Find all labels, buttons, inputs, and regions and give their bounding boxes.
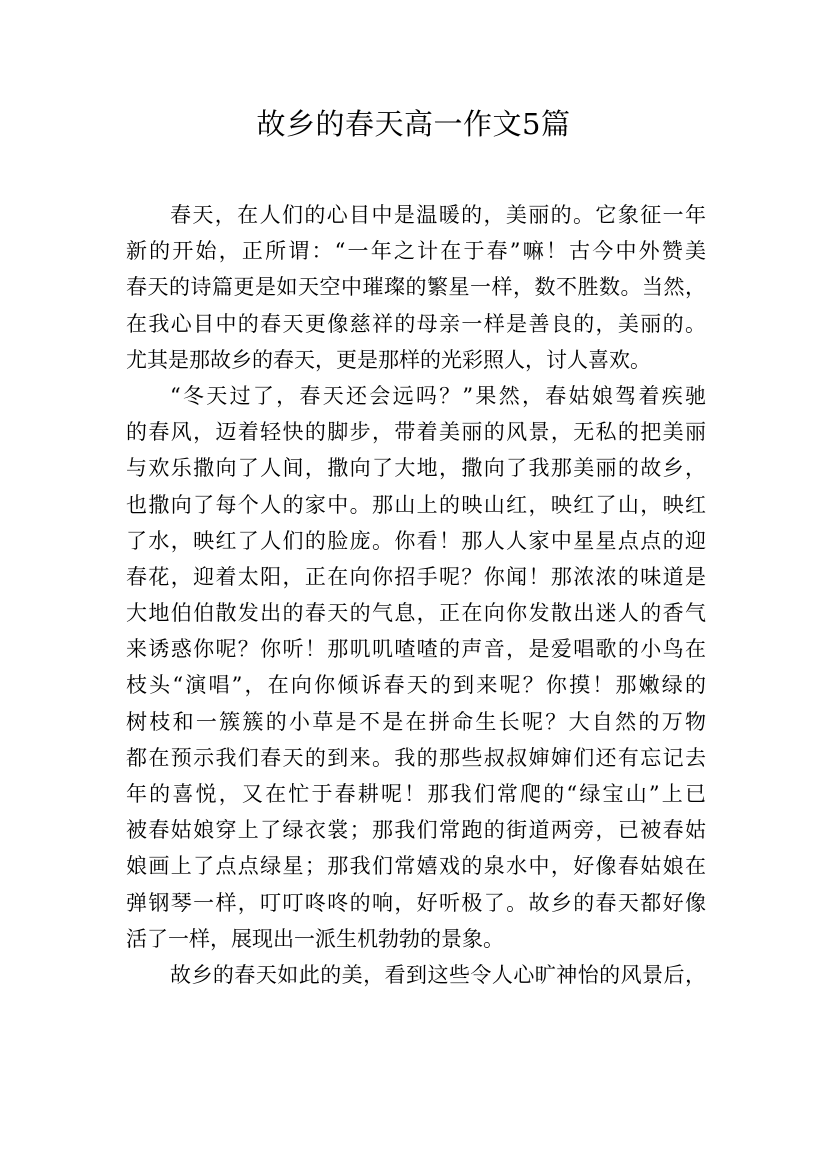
- paragraph-line: 与欢乐撒向了人间，撒向了大地，撒向了我那美丽的故乡，: [126, 456, 706, 481]
- paragraph-line: 被春姑娘穿上了绿衣裳；那我们常跑的街道两旁，已被春姑: [126, 818, 706, 843]
- paragraph-line: 也撒向了每个人的家中。那山上的映山红，映红了山，映红: [126, 492, 706, 517]
- paragraph-line: 大地伯伯散发出的春天的气息，正在向你发散出迷人的香气: [126, 601, 706, 626]
- paragraph-line: 活了一样，展现出一派生机勃勃的景象。: [126, 926, 504, 951]
- paragraph-line: 娘画上了点点绿星；那我们常嬉戏的泉水中，好像春姑娘在: [126, 854, 706, 879]
- paragraph-line: 春天，在人们的心目中是温暖的，美丽的。它象征一年: [170, 203, 706, 227]
- paragraph: [126, 378, 706, 957]
- paragraph-line: 新的开始，正所谓：“一年之计在于春”嘛！古今中外赞美: [126, 239, 706, 264]
- document-title: 故乡的春天高一作文5篇: [256, 107, 571, 141]
- paragraph-line: “冬天过了，春天还会远吗？”果然，春姑娘驾着疾驰: [170, 383, 706, 408]
- paragraph-line: 枝头“演唱”，在向你倾诉春天的到来呢？你摸！那嫩绿的: [126, 673, 706, 698]
- paragraph-line: 树枝和一簇簇的小草是不是在拼命生长呢？大自然的万物: [126, 709, 706, 734]
- paragraph-line: 都在预示我们春天的到来。我的那些叔叔婶婶们还有忘记去: [126, 745, 706, 770]
- paragraph-line: 春花，迎着太阳，正在向你招手呢？你闻！那浓浓的味道是: [126, 564, 706, 589]
- paragraph-line: 春天的诗篇更是如天空中璀璨的繁星一样，数不胜数。当然，: [126, 275, 706, 300]
- paragraph: [126, 957, 706, 993]
- document-body: [126, 197, 706, 993]
- paragraph-line: 年的喜悦，又在忙于春耕呢！那我们常爬的“绿宝山”上已: [126, 782, 706, 806]
- paragraph-line: 了水，映红了人们的脸庞。你看！那人人家中星星点点的迎: [126, 528, 706, 553]
- paragraph-line: 故乡的春天如此的美，看到这些令人心旷神怡的风景后，: [170, 962, 706, 987]
- paragraph-line: 弹钢琴一样，叮叮咚咚的响，好听极了。故乡的春天都好像: [126, 890, 706, 915]
- paragraph-line: 尤其是那故乡的春天，更是那样的光彩照人，讨人喜欢。: [126, 347, 651, 372]
- paragraph: [126, 197, 706, 378]
- paragraph-line: 的春风，迈着轻快的脚步，带着美丽的风景，无私的把美丽: [126, 420, 706, 445]
- paragraph-line: 来诱惑你呢？你听！那叽叽喳喳的声音，是爱唱歌的小鸟在: [126, 637, 706, 662]
- paragraph-line: 在我心目中的春天更像慈祥的母亲一样是善良的，美丽的。: [126, 311, 706, 336]
